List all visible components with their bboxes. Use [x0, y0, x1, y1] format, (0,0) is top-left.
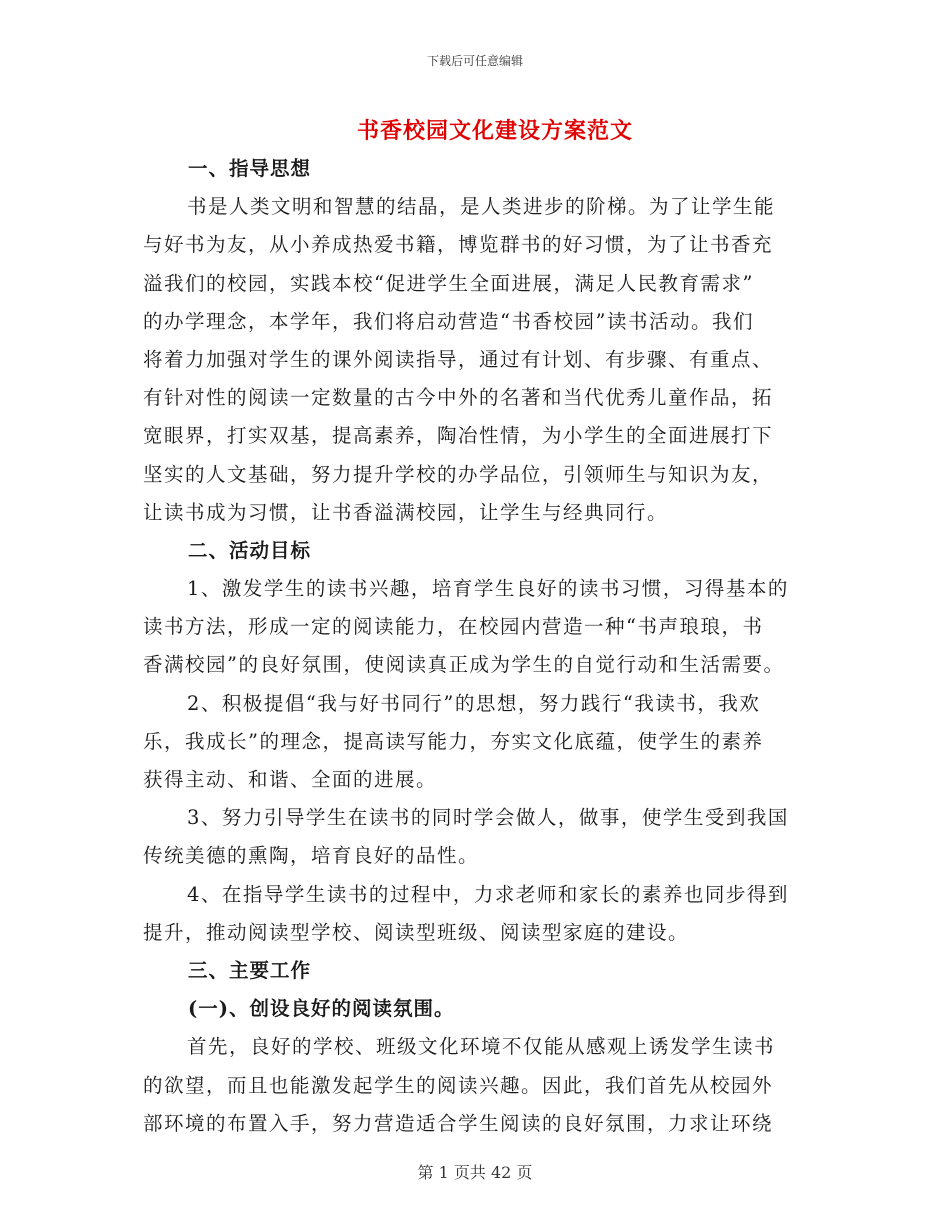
- paragraph-line: 乐，我成长”的理念，提高读写能力，夯实文化底蕴，使学生的素养: [143, 729, 764, 753]
- paragraph-line: 有针对性的阅读一定数量的古今中外的名著和当代优秀儿童作品，拓: [143, 386, 774, 410]
- paragraph-line: 书是人类文明和智慧的结晶，是人类进步的阶梯。为了让学生能: [187, 195, 776, 219]
- section-heading: 一、指导思想: [188, 157, 312, 180]
- paragraph-line: 2、积极提倡“我与好书同行”的思想，努力践行“我读书，我欢: [187, 691, 761, 715]
- document-body: [143, 150, 808, 1143]
- document-title: 书香校园文化建设方案范文: [356, 118, 633, 144]
- paragraph-line: 的办学理念，本学年，我们将启动营造“书香校园”读书活动。我们: [143, 309, 754, 333]
- page-footer: 第 1 页共 42 页: [417, 1163, 533, 1182]
- paragraph-line: 部环境的布置入手，努力营造适合学生阅读的良好氛围，力求让环绕: [143, 1111, 774, 1135]
- paragraph-line: 传统美德的熏陶，培育良好的品性。: [143, 844, 480, 868]
- paragraph-line: 溢我们的校园，实践本校“促进学生全面进展，满足人民教育需求”: [143, 271, 754, 295]
- paragraph-line: 1、激发学生的读书兴趣，培育学生良好的读书习惯，习得基本的: [187, 577, 789, 601]
- section-heading: 三、主要工作: [188, 958, 312, 982]
- section-heading: 二、活动目标: [188, 538, 312, 562]
- paragraph-line: 读书方法，形成一定的阅读能力，在校园内营造一种“书声琅琅，书: [143, 615, 764, 639]
- paragraph-line: 宽眼界，打实双基，提高素养，陶冶性情，为小学生的全面进展打下: [143, 424, 774, 448]
- section-heading: (一)、创设良好的阅读氛围。: [188, 997, 455, 1021]
- paragraph-line: 香满校园”的良好氛围，使阅读真正成为学生的自觉行动和生活需要。: [143, 653, 785, 677]
- paragraph-line: 首先，良好的学校、班级文化环境不仅能从感观上诱发学生读书: [187, 1035, 776, 1059]
- paragraph-line: 让读书成为习惯，让书香溢满校园，让学生与经典同行。: [143, 500, 669, 524]
- paragraph-line: 坚实的人文基础，努力提升学校的办学品位，引领师生与知识为友，: [143, 462, 774, 486]
- paragraph-line: 提升，推动阅读型学校、阅读型班级、阅读型家庭的建设。: [143, 920, 690, 944]
- paragraph-line: 与好书为友，从小养成热爱书籍，博览群书的好习惯，为了让书香充: [143, 233, 774, 257]
- paragraph-line: 3、努力引导学生在读书的同时学会做人，做事，使学生受到我国: [187, 806, 789, 830]
- paragraph-line: 获得主动、和谐、全面的进展。: [143, 768, 438, 791]
- page-header-note: 下载后可任意编辑: [426, 54, 523, 68]
- paragraph-line: 的欲望，而且也能激发起学生的阅读兴趣。因此，我们首先从校园外: [143, 1073, 774, 1097]
- paragraph-line: 4、在指导学生读书的过程中，力求老师和家长的素养也同步得到: [187, 882, 789, 906]
- paragraph-line: 将着力加强对学生的课外阅读指导，通过有计划、有步骤、有重点、: [143, 347, 774, 371]
